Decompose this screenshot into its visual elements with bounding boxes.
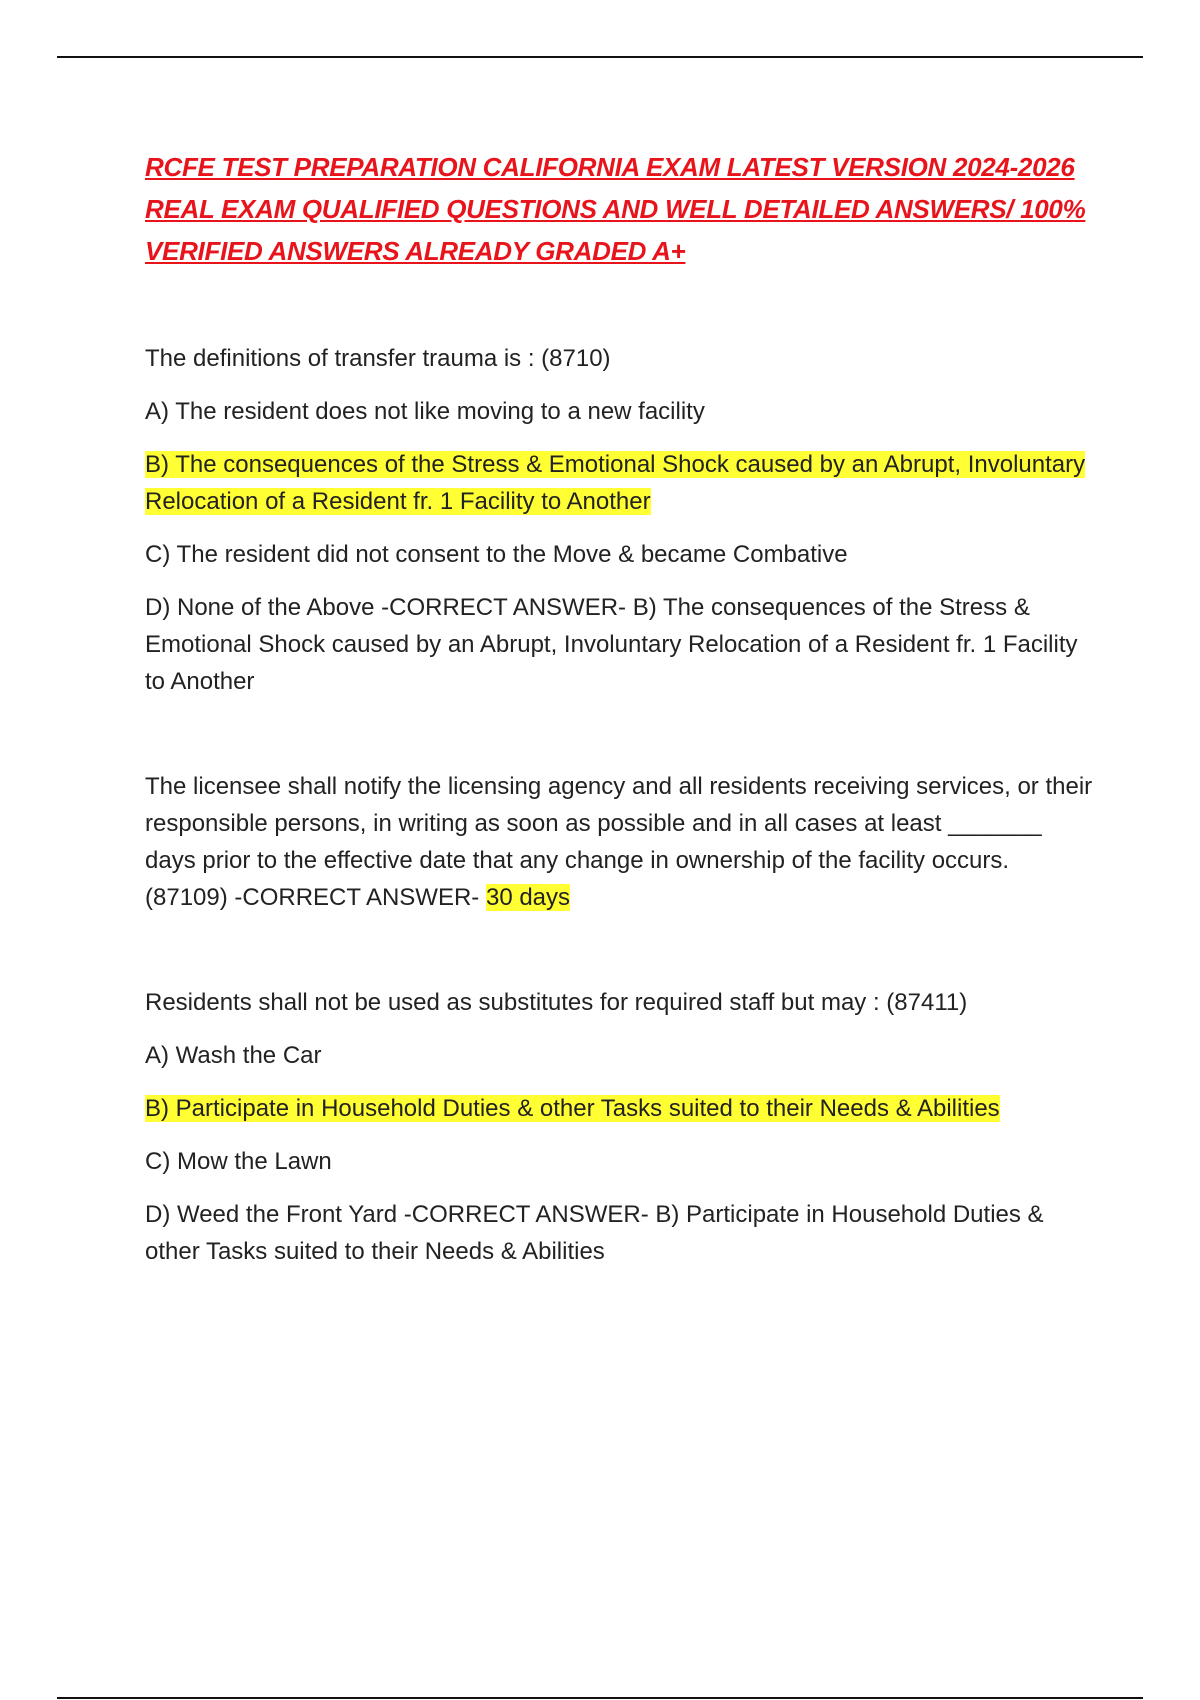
question-3-option-c: C) Mow the Lawn [145,1148,332,1175]
question-1-text: The definitions of transfer trauma is : (8710) [145,345,611,372]
question-1-option-c: C) The resident did not consent to the Move & became Combative [145,541,848,568]
question-1-option-a: A) The resident does not like moving to a new facility [145,398,705,425]
question-block-1 [145,340,1095,700]
top-rule [57,56,1143,58]
highlighted-answer: 30 days [485,884,571,911]
question-3-option-b [145,1090,1095,1127]
highlighted-correct-option: B) Participate in Household Duties & other Tasks suited to their Needs & Abilities [145,1095,1000,1122]
bottom-rule [57,1697,1143,1699]
question-3-option-d-answer: D) Weed the Front Yard -CORRECT ANSWER- B) Participate in Household Duties & other Tasks suited to their Needs & Abilities [145,1201,1044,1265]
document-body [145,146,1095,1270]
question-1-option-b [145,446,1095,520]
highlighted-correct-option: B) The consequences of the Stress & Emotional Shock caused by an Abrupt, Involuntary Relocation of a Resident fr. 1 Facility to Another [145,451,1086,515]
document-title: RCFE TEST PREPARATION CALIFORNIA EXAM LATEST VERSION 2024-2026 REAL EXAM QUALIFIED QUESTIONS AND WELL DETAILED ANSWERS/ 100% VERIFIED ANSWERS ALREADY GRADED A+ [145,152,1086,266]
question-1-option-d-answer: D) None of the Above -CORRECT ANSWER- B) The consequences of the Stress & Emotional Shock caused by an Abrupt, Involuntary Relocation of a Resident fr. 1 Facility to Another [145,594,1078,695]
question-block-2 [145,768,1095,916]
question-block-3 [145,984,1095,1270]
question-2-prompt: The licensee shall notify the licensing agency and all residents receiving services, or their responsible persons, in writing as soon as possible and in all cases at least _______ days prior to the effective date that any change in ownership of the facility occurs. (87109) -CORRECT ANSWER- [145,773,1093,911]
question-3-text: Residents shall not be used as substitutes for required staff but may : (87411) [145,989,968,1016]
question-2-text [145,768,1095,916]
question-3-option-a: A) Wash the Car [145,1042,322,1069]
